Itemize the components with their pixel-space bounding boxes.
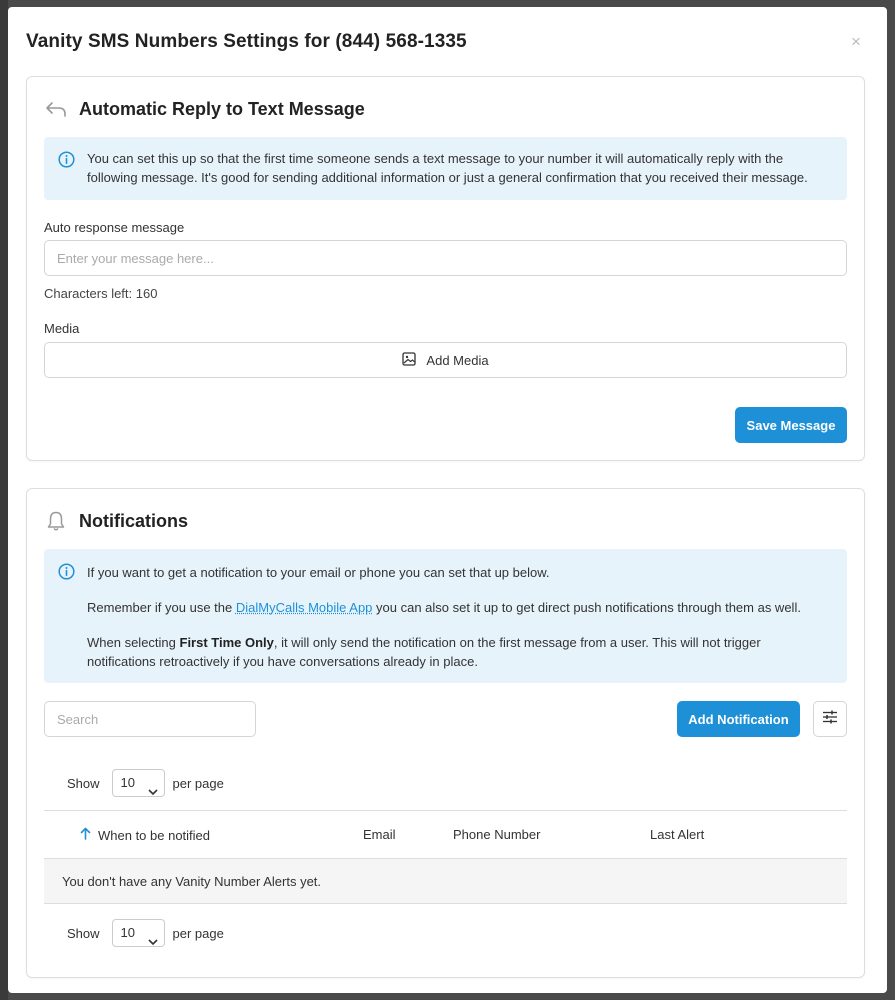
add-notification-button[interactable]: Add Notification xyxy=(677,701,800,737)
first-time-only-text: First Time Only xyxy=(179,635,274,650)
image-icon xyxy=(402,352,426,369)
modal-header xyxy=(26,31,869,55)
close-button[interactable]: × xyxy=(851,32,861,51)
empty-table-message: You don't have any Vanity Number Alerts yet. xyxy=(44,859,847,904)
add-media-button[interactable] xyxy=(44,342,847,378)
show-label: Show xyxy=(67,775,100,791)
modal-backdrop[interactable] xyxy=(0,0,8,1000)
bell-icon xyxy=(45,510,67,532)
info-text-segment: , it will only send the notification on the first message from a user. This will not trigger notifications retroactively if you have conversations already in place. xyxy=(87,635,761,669)
reply-arrow-icon xyxy=(45,101,67,117)
per-page-label: per page xyxy=(172,925,224,941)
column-phone-number[interactable]: Phone Number xyxy=(453,827,541,842)
mobile-app-link[interactable]: DialMyCalls Mobile App xyxy=(235,600,373,615)
sliders-icon xyxy=(822,710,838,729)
pagination-bottom xyxy=(67,919,224,947)
chevron-down-icon xyxy=(148,779,158,805)
column-last-alert[interactable]: Last Alert xyxy=(650,827,705,842)
message-label: Auto response message xyxy=(44,220,185,235)
auto-reply-info xyxy=(44,137,847,200)
notifications-title: Notifications xyxy=(79,510,189,531)
chevron-down-icon xyxy=(148,929,158,955)
column-label: When to be notified xyxy=(98,827,211,843)
info-circle-icon xyxy=(58,563,75,585)
table-header xyxy=(44,810,847,859)
info-circle-icon xyxy=(58,151,75,173)
media-label: Media xyxy=(44,321,80,336)
info-text-segment: Remember if you use the xyxy=(87,600,236,615)
notifications-info-line3 xyxy=(87,633,827,671)
show-label: Show xyxy=(67,925,100,941)
settings-modal xyxy=(8,7,887,993)
per-page-value: 10 xyxy=(120,775,135,790)
auto-reply-title: Automatic Reply to Text Message xyxy=(79,98,365,119)
auto-reply-header xyxy=(45,97,365,121)
column-settings-button[interactable] xyxy=(813,701,847,737)
per-page-value: 10 xyxy=(120,925,135,940)
notifications-header xyxy=(45,509,188,533)
save-message-button[interactable]: Save Message xyxy=(735,407,847,443)
column-email[interactable]: Email xyxy=(363,827,396,842)
message-input[interactable] xyxy=(44,240,847,276)
modal-title: Vanity SMS Numbers Settings for (844) 568-1335 xyxy=(26,31,467,52)
auto-reply-info-text: You can set this up so that the first time someone sends a text message to your number it will automatically reply with the following message. It's good for sending additional information or just a general confirmation that you received their message. xyxy=(87,151,808,185)
pagination-top xyxy=(67,769,224,797)
per-page-label: per page xyxy=(172,775,224,791)
per-page-select[interactable] xyxy=(112,769,165,797)
characters-left: Characters left: 160 xyxy=(44,286,158,301)
arrow-up-icon xyxy=(80,827,98,843)
per-page-select[interactable] xyxy=(112,919,165,947)
column-when-to-be-notified[interactable] xyxy=(80,827,210,843)
info-text-segment: When selecting xyxy=(87,635,180,650)
notifications-info-line2 xyxy=(87,598,827,617)
info-text-segment: you can also set it up to get direct push notifications through them as well. xyxy=(372,600,801,615)
search-input[interactable] xyxy=(44,701,256,737)
notifications-info-line1: If you want to get a notification to your email or phone you can set that up below. xyxy=(87,565,550,580)
alerts-table xyxy=(44,810,847,904)
auto-reply-card xyxy=(26,76,865,461)
notifications-card xyxy=(26,488,865,978)
add-media-label: Add Media xyxy=(426,352,489,368)
notifications-info xyxy=(44,549,847,683)
